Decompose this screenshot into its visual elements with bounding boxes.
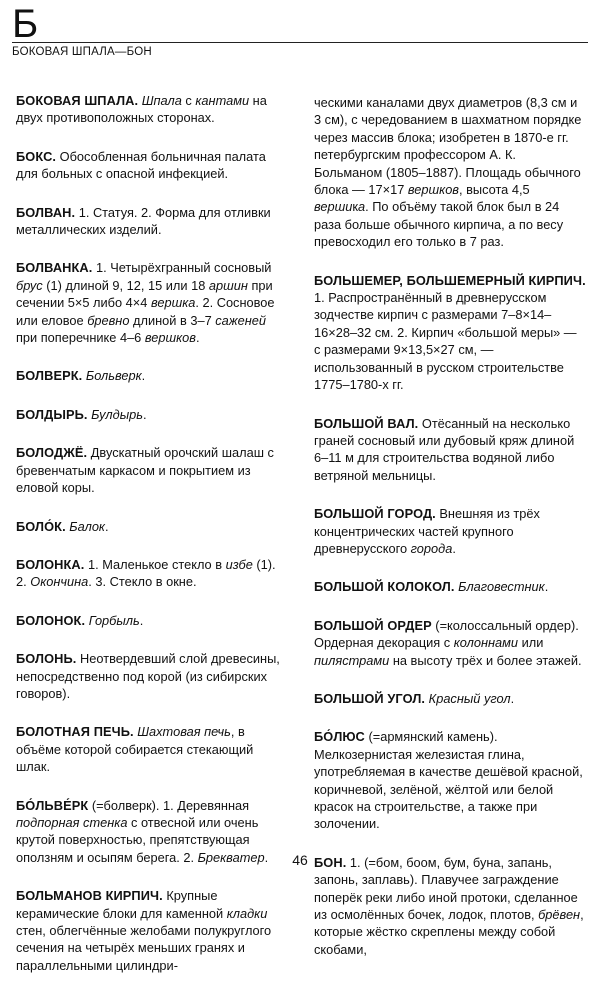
dictionary-entry	[16, 148, 288, 183]
entry-headword: БО́ЛЬВЕ́РК	[16, 797, 89, 813]
cross-reference: города	[410, 540, 453, 556]
dictionary-entry	[16, 518, 288, 535]
entry-text: .	[510, 690, 515, 706]
entry-text: . 3. Стекло в окне.	[88, 574, 197, 590]
dictionary-entry	[314, 94, 586, 251]
dictionary-entry	[16, 612, 288, 629]
dictionary-entry	[314, 854, 586, 958]
entry-text: на высоту трёх и более этажей.	[389, 652, 582, 668]
entry-text: (1). 2.	[16, 556, 276, 590]
entry-text: Внешняя из трёх концентрических частей крупного древнерусского	[314, 506, 540, 556]
entry-headword: БОН.	[314, 854, 347, 870]
entry-text: (=колоссальный ордер). Ордерная декорация с	[314, 617, 579, 651]
entry-headword: БОЛОТНАЯ ПЕЧЬ.	[16, 724, 134, 740]
dictionary-entry	[314, 728, 586, 832]
dictionary-entry	[314, 272, 586, 394]
entry-text: 1. (=бом, боом, бум, буна, запань, запонь, заплавь). Плавучее заграждение поперёк реки либо иной протоки, сделанное из осмолённых бочек, лодок, плотов,	[314, 854, 578, 923]
entry-text: с отвесной или очень крутой поверхностью, препятствующая оползням и осыпям берега. 2.	[16, 814, 259, 865]
cross-reference: колоннами	[453, 635, 519, 651]
cross-reference: Шпала	[141, 93, 182, 108]
entry-headword: БОЛЬШОЙ ВАЛ.	[314, 415, 419, 431]
entry-text: (1) длиной 9, 12, 15 или 18	[42, 277, 209, 293]
entry-text: .	[195, 330, 200, 346]
entry-headword: БОЛЬШОЙ КОЛОКОЛ.	[314, 579, 455, 595]
entry-text: Отёсанный на несколько граней сосновый или дубовый кряж длиной 6–11 м для строительства водяной либо ветряной мельницы.	[314, 415, 575, 483]
entry-text: Неотвердевший слой древесины, непосредственно под корой (из сибирских говоров).	[16, 651, 280, 701]
entry-text: Двускатный орочский шалаш с бревенчатым каркасом и покрытием из еловой коры.	[16, 445, 274, 496]
entry-headword: БОЛОНКА.	[16, 556, 85, 572]
dictionary-entry	[314, 505, 586, 557]
dictionary-entry	[314, 690, 586, 707]
cross-reference: саженей	[215, 312, 266, 328]
cross-reference: брёвен	[538, 907, 581, 923]
dictionary-entry	[16, 650, 288, 702]
entry-text: (=болверк). 1. Деревянная	[88, 797, 250, 813]
entry-text: стен, облегчённые желобами полукруглого сечения на четырёх меньших гранях и параллельными цилиндри-	[16, 923, 272, 973]
cross-reference: вершков	[407, 182, 459, 198]
dictionary-entry	[16, 406, 288, 423]
entry-headword: БОЛВАНКА.	[16, 260, 93, 276]
cross-reference: Красный угол	[428, 690, 511, 706]
entry-headword: БОЛЬШОЙ УГОЛ.	[314, 690, 426, 706]
cross-reference: верши	[314, 199, 353, 215]
cross-reference: бревно	[87, 312, 130, 328]
entry-text: .	[142, 406, 147, 422]
cross-reference: подпорная стенка	[16, 814, 128, 830]
entry-headword: БОЛЬШОЙ ОРДЕР	[314, 617, 432, 633]
entry-headword: БОЛО́К.	[16, 518, 66, 534]
cross-reference: Булдырь	[91, 406, 143, 422]
entry-headword: БОЛЬШЕМЕР, БОЛЬШЕМЕРНЫЙ КИРПИЧ.	[314, 272, 586, 288]
cross-reference: вершка	[150, 295, 196, 311]
entry-text: .	[544, 579, 549, 595]
dictionary-entry	[16, 92, 288, 127]
dictionary-entry	[16, 444, 288, 496]
header-rule	[12, 42, 588, 43]
cross-reference: избе	[225, 556, 253, 572]
cross-reference: Благовестник	[458, 579, 545, 595]
entry-text: .	[139, 612, 144, 628]
dictionary-entry	[314, 578, 586, 595]
entry-text: при поперечнике 4–6	[16, 330, 145, 346]
entry-text: к	[352, 199, 358, 215]
dictionary-entry	[314, 617, 586, 669]
dictionary-entry	[16, 204, 288, 239]
entry-text: .	[104, 518, 109, 534]
dictionary-entry	[314, 415, 586, 485]
entry-headword: БОКОВАЯ ШПАЛА.	[16, 93, 139, 108]
cross-reference: Шахтовая печь	[137, 724, 231, 740]
cross-reference: брус	[16, 277, 43, 293]
entry-headword: БОЛВЕРК.	[16, 368, 83, 384]
entry-text: . По объёму такой блок был в 24 раза больше обычного кирпича, а по весу превосходил его только в 7 раз.	[314, 199, 564, 250]
dictionary-entry	[16, 556, 288, 591]
entry-headword: БОЛОДЖЁ.	[16, 445, 88, 461]
entry-text: , которые жёстко скреплены между собой скобами,	[314, 907, 584, 957]
dictionary-entry	[16, 259, 288, 346]
entry-headword: БОКС.	[16, 148, 57, 164]
entry-text: 1. Распространённый в древнерусском зодчестве кирпич с размерами 7–8×14–16×28–32 см. 2. Кирпич «большой меры» — с размерами 9×13,5×27 см, — использованный в русском строительстве 1775–1780-х гг.	[314, 290, 577, 393]
entry-headword: БОЛЬШОЙ ГОРОД.	[314, 506, 436, 522]
cross-reference: а	[357, 199, 366, 215]
entry-text: .	[141, 368, 146, 384]
cross-reference: Горбыль	[88, 612, 140, 628]
entry-text: ческими каналами двух диаметров (8,3 см и 3 см), с чередованием в шахматном порядке через массив блока; изобретен в 1870-е гг. петербургским профессором А. К. Больманом (1805–1887). Площадь обычного блока — 17×17	[314, 95, 582, 198]
entry-text: с	[181, 93, 196, 108]
cross-reference: вершков	[144, 330, 196, 346]
entry-headword: БОЛВАН.	[16, 204, 76, 220]
section-letter: Б	[12, 2, 39, 46]
entry-headword: БОЛЬМАНОВ КИРПИЧ.	[16, 888, 163, 904]
dictionary-entry	[16, 723, 288, 775]
entry-text: 1. Маленькое стекло в	[84, 556, 226, 572]
entry-text: на двух противоположных сторонах.	[16, 93, 267, 126]
entry-text: при сечении 5×5 либо 4×4	[16, 277, 273, 311]
entry-text: 1. Четырёхгранный сосновый	[92, 260, 272, 276]
cross-reference: Окончина	[30, 574, 89, 590]
entry-text: или	[518, 635, 544, 651]
cross-reference: Балок	[69, 518, 105, 534]
entry-text: , в объёме которой собирается стекающий шлак.	[16, 724, 254, 775]
entry-text: Обособленная больничная палата для больных с опасной инфекцией.	[16, 148, 266, 182]
running-head: БОКОВАЯ ШПАЛА—БОН	[12, 46, 152, 58]
entry-headword: БОЛОНЬ.	[16, 651, 77, 667]
cross-reference: кантами	[195, 93, 250, 108]
entry-text: 1. Статуя. 2. Форма для отливки металлических изделий.	[16, 204, 271, 238]
entry-text: . 2. Сосновое или еловое	[16, 295, 275, 328]
right-column	[314, 94, 586, 979]
dictionary-entry	[16, 887, 288, 974]
cross-reference: кладки	[226, 905, 268, 921]
entry-headword: БО́ЛЮС	[314, 729, 365, 745]
dictionary-entry	[16, 367, 288, 384]
entry-text: Крупные керамические блоки для каменной	[16, 888, 227, 921]
cross-reference: пилястрами	[314, 652, 390, 668]
entry-text: .	[264, 849, 269, 865]
entry-text: длиной в 3–7	[129, 312, 216, 328]
entry-headword: БОЛДЫРЬ.	[16, 406, 88, 422]
cross-reference: Больверк	[85, 368, 142, 384]
cross-reference: аршин	[208, 277, 248, 293]
entry-text: (=армянский камень). Мелкозернистая железистая глина, употребляемая в качестве дешёвой красной, коричневой, зелёной, жёлтой или белой красок на строительстве, а также при золочении.	[314, 729, 583, 832]
page-number: 46	[292, 852, 308, 868]
entry-text: , высота 4,5	[458, 182, 530, 198]
entry-headword: БОЛОНОК.	[16, 612, 86, 628]
cross-reference: Брекватер	[197, 849, 265, 865]
entry-text: .	[452, 540, 456, 556]
